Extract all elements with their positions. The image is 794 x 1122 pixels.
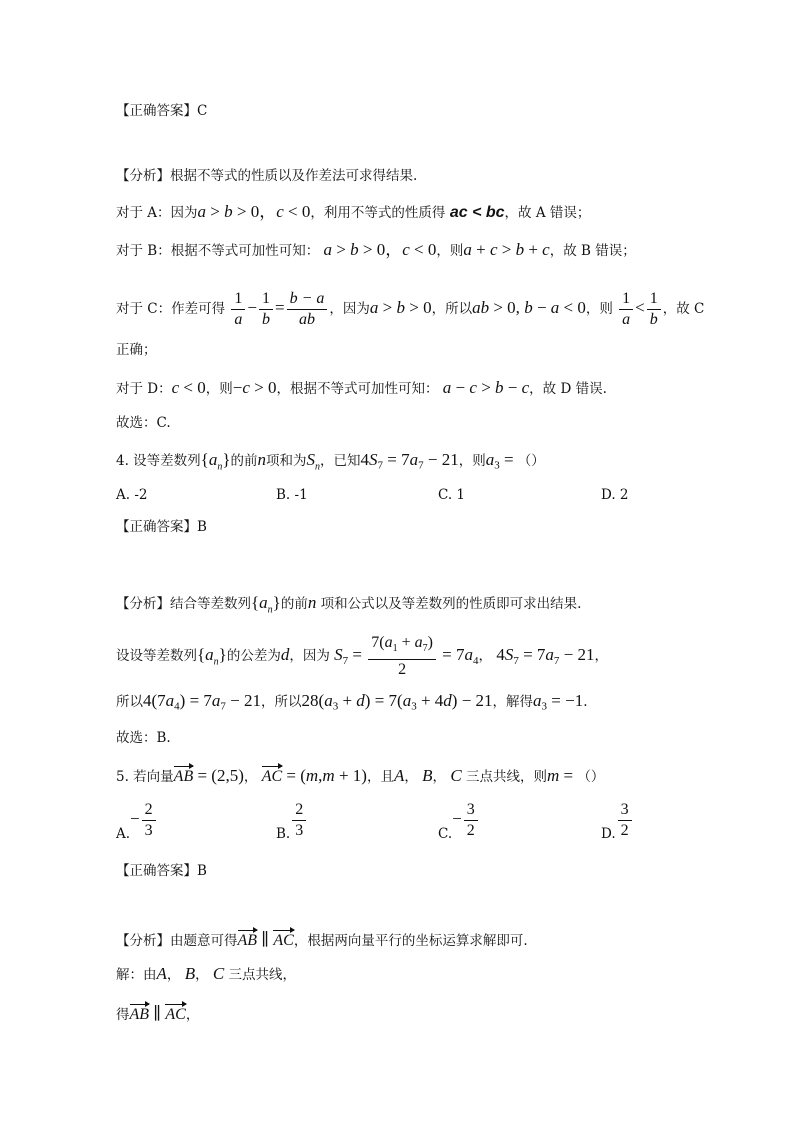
q3-analysis: 【分析】根据不等式的性质以及作差法可求得结果. <box>116 168 418 184</box>
q3-option-b-line: 对于 B：根据不等式可加性可知： a > b > 0，c < 0，则a + c > b + c，故 B 错误； <box>116 240 636 259</box>
q4-option-b: B. -1 <box>276 487 308 503</box>
q4-solution-line1: 设设等差数列$\{a_n\}$的公差为d，因为 $S_7$ = $\frac{7(a_1 + a_7)}{2}$ = $7a_4$， $4S_7 = 7a_7 - 21$， <box>116 634 608 679</box>
q5-option-c: C.− $\frac{3}{2}$ <box>438 800 480 841</box>
q3-option-c-cont: 正确； <box>116 342 157 358</box>
q5-solution-line1: 解：由A， B， C 三点共线， <box>116 964 297 983</box>
q3-option-d-line: 对于 D：c < 0，则−c > 0，根据不等式可加性可知： a − c > b − c，故 D 错误. <box>116 378 607 397</box>
q4-option-c: C. 1 <box>438 487 466 503</box>
q4-stem: 4. 设等差数列$\{a_n\}$的前n项和为$S_n$，已知$4S_7 = 7a_7 - 21$，则$a_3$ = （） <box>116 450 545 473</box>
q4-option-a: A. -2 <box>116 487 148 503</box>
q5-analysis: 【分析】由题意可得AB ∥ AC，根据两向量平行的坐标运算求解即可. <box>116 930 528 949</box>
q3-option-c-line: 对于 C：作差可得 $\frac{1}{a}$ − $\frac{1}{b}$ = $\frac{b - a}{ab}$ ，因为a > b > 0，所以ab > 0, b − a < 0，则 $\frac{1}{a}$ < $\frac{1}{b}$ ，故 C <box>116 290 705 328</box>
q3-answer: 【正确答案】C <box>116 103 208 119</box>
q4-answer: 【正确答案】B <box>116 519 207 535</box>
q5-option-a: A.− $\frac{2}{3}$ <box>116 800 158 841</box>
q5-answer: 【正确答案】B <box>116 863 207 879</box>
q4-analysis: 【分析】结合等差数列$\{a_n\}$的前n 项和公式以及等差数列的性质即可求出结果. <box>116 593 582 616</box>
q5-solution-line2: 得AB ∥ AC， <box>116 1004 200 1023</box>
q5-option-d: D. $\frac{3}{2}$ <box>601 800 634 841</box>
q4-solution-line2: 所以$4(7a_4) = 7a_7 - 21$，所以$28(a_3 + d) = 7(a_3 + 4d) - 21$，解得$a_3 = -1$. <box>116 691 588 713</box>
q4-choose: 故选：B. <box>116 730 171 746</box>
q4-option-d: D. 2 <box>601 487 629 503</box>
q3-option-a-line: 对于 A：因为a > b > 0，c < 0，利用不等式的性质得 ac < bc，故 A 错误； <box>116 202 591 221</box>
q5-stem: 5. 若向量AB = (2,5)， AC = (m,m + 1)，且A， B， C 三点共线，则m = （） <box>116 766 605 785</box>
q3-choose: 故选：C. <box>116 415 171 431</box>
q5-option-b: B. $\frac{2}{3}$ <box>276 800 308 841</box>
